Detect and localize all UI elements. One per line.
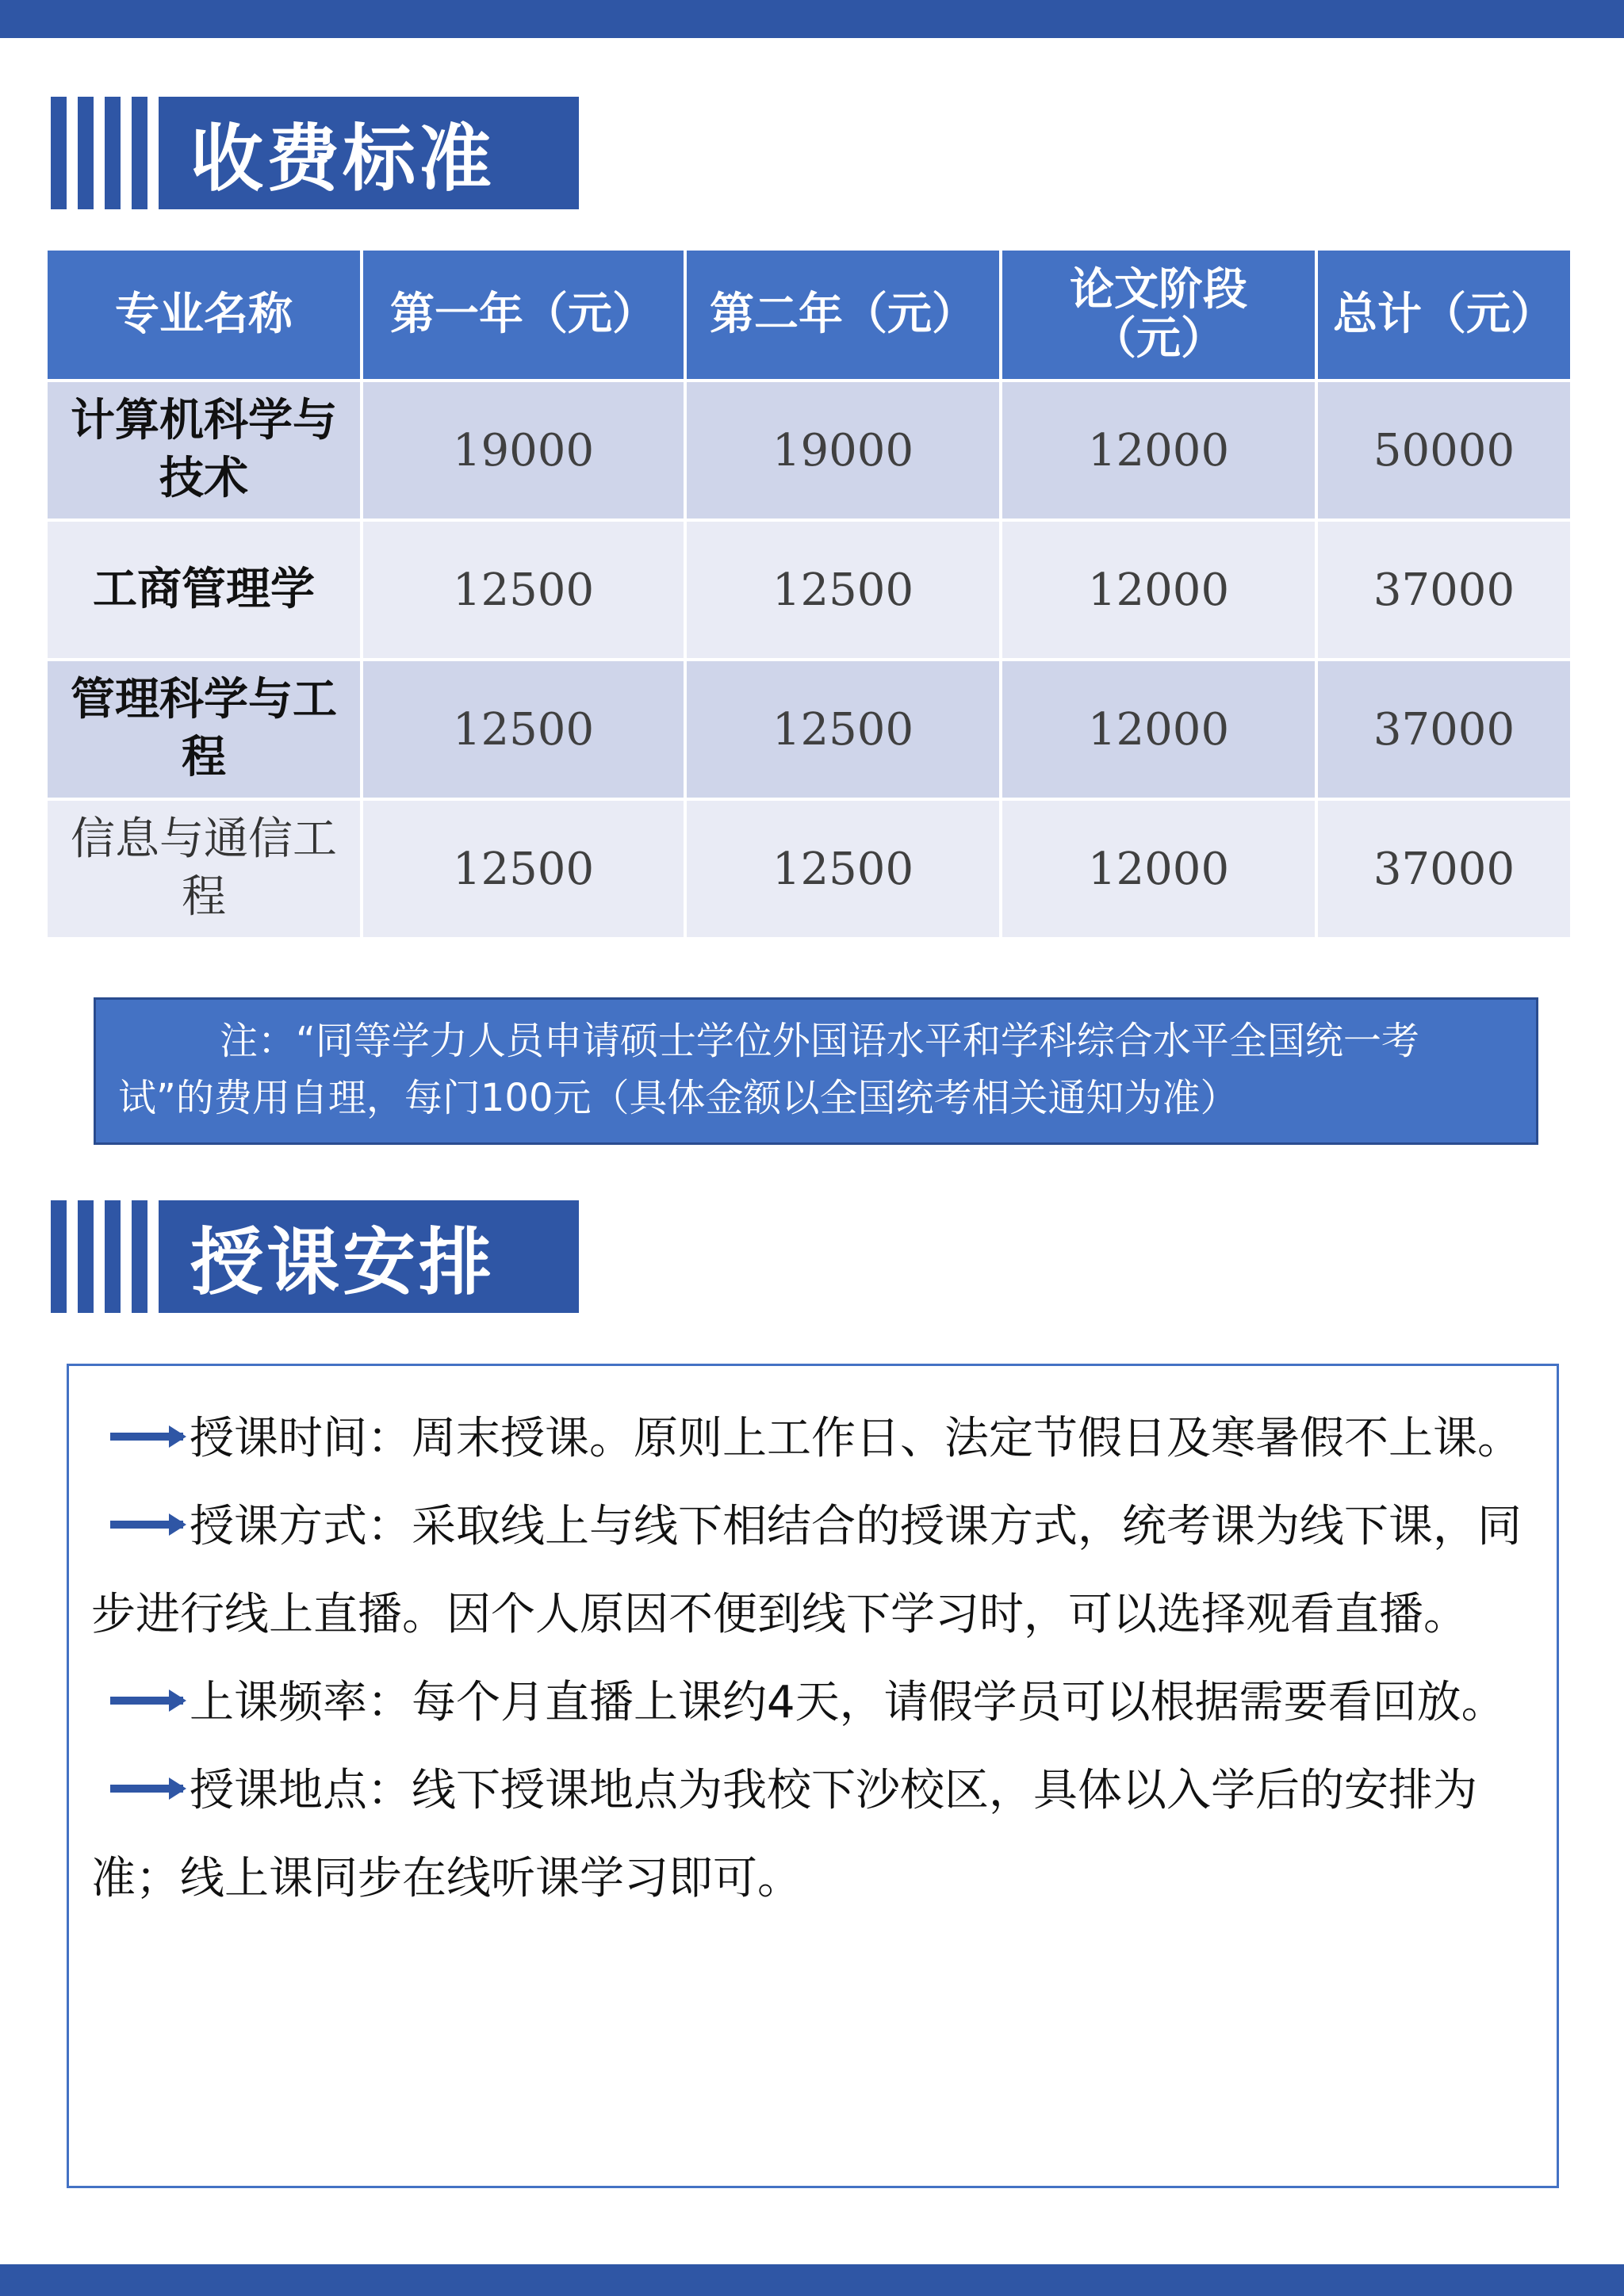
header-year1: 第一年（元）: [363, 251, 684, 379]
header-stripe: [105, 97, 121, 209]
schedule-item-text: 授课时间：周末授课。原则上工作日、法定节假日及寒暑假不上课。: [190, 1413, 1522, 1464]
cell-thesis: 12000: [1002, 801, 1315, 937]
arrow-right-icon: [110, 1785, 183, 1793]
cell-total: 37000: [1318, 661, 1570, 798]
schedule-item-text: 授课地点：线下授课地点为我校下沙校区，具体以入学后的安排为准；线上课同步在线听课学习即可。: [91, 1765, 1477, 1904]
cell-year1: 19000: [363, 382, 684, 519]
cell-year2: 19000: [687, 382, 999, 519]
header-thesis: 论文阶段（元）: [1002, 251, 1315, 379]
header-stripe: [51, 1200, 67, 1313]
table-row: [48, 661, 1570, 798]
schedule-item-time: [91, 1395, 1534, 1483]
arrow-right-icon: [110, 1521, 183, 1529]
fee-note: 注：“同等学力人员申请硕士学位外国语水平和学科综合水平全国统一考试”的费用自理，每门100元（具体金额以全国统考相关通知为准）: [94, 997, 1538, 1145]
header-stripe: [51, 97, 67, 209]
fee-table: [44, 247, 1573, 940]
cell-thesis: 12000: [1002, 522, 1315, 658]
arrow-right-icon: [110, 1433, 183, 1441]
fee-table-header-row: [48, 251, 1570, 379]
header-major: 专业名称: [48, 251, 360, 379]
schedule-item-text: 授课方式：采取线上与线下相结合的授课方式，统考课为线下课，同步进行线上直播。因个人原因不便到线下学习时，可以选择观看直播。: [91, 1501, 1522, 1640]
header-stripe: [132, 1200, 147, 1313]
schedule-box: [67, 1364, 1559, 2188]
cell-year1: 12500: [363, 522, 684, 658]
schedule-item-location: [91, 1747, 1534, 1923]
cell-thesis: 12000: [1002, 661, 1315, 798]
cell-year1: 12500: [363, 661, 684, 798]
cell-year1: 12500: [363, 801, 684, 937]
header-stripe: [78, 97, 94, 209]
header-stripe: [78, 1200, 94, 1313]
top-decor-bar: [0, 0, 1624, 38]
schedule-item-frequency: [91, 1659, 1534, 1747]
cell-thesis: 12000: [1002, 382, 1315, 519]
cell-year2: 12500: [687, 801, 999, 937]
table-row: [48, 801, 1570, 937]
table-row: [48, 382, 1570, 519]
cell-year2: 12500: [687, 661, 999, 798]
bottom-decor-bar: [0, 2264, 1624, 2296]
header-stripe: [105, 1200, 121, 1313]
schedule-item-text: 上课频率：每个月直播上课约4天，请假学员可以根据需要看回放。: [190, 1677, 1506, 1728]
cell-major: 工商管理学: [48, 522, 360, 658]
header-total: 总计（元）: [1318, 251, 1570, 379]
table-row: [48, 522, 1570, 658]
cell-major: 管理科学与工程: [48, 661, 360, 798]
schedule-section-header: [51, 1200, 579, 1313]
cell-year2: 12500: [687, 522, 999, 658]
arrow-right-icon: [110, 1697, 183, 1705]
fees-section-title: 收费标准: [159, 97, 579, 209]
cell-total: 37000: [1318, 522, 1570, 658]
cell-total: 50000: [1318, 382, 1570, 519]
fees-section-header: [51, 97, 579, 209]
schedule-item-method: [91, 1483, 1534, 1659]
cell-major: 信息与通信工程: [48, 801, 360, 937]
cell-major: 计算机科学与技术: [48, 382, 360, 519]
cell-total: 37000: [1318, 801, 1570, 937]
header-stripe: [132, 97, 147, 209]
header-year2: 第二年（元）: [687, 251, 999, 379]
schedule-section-title: 授课安排: [159, 1200, 579, 1313]
